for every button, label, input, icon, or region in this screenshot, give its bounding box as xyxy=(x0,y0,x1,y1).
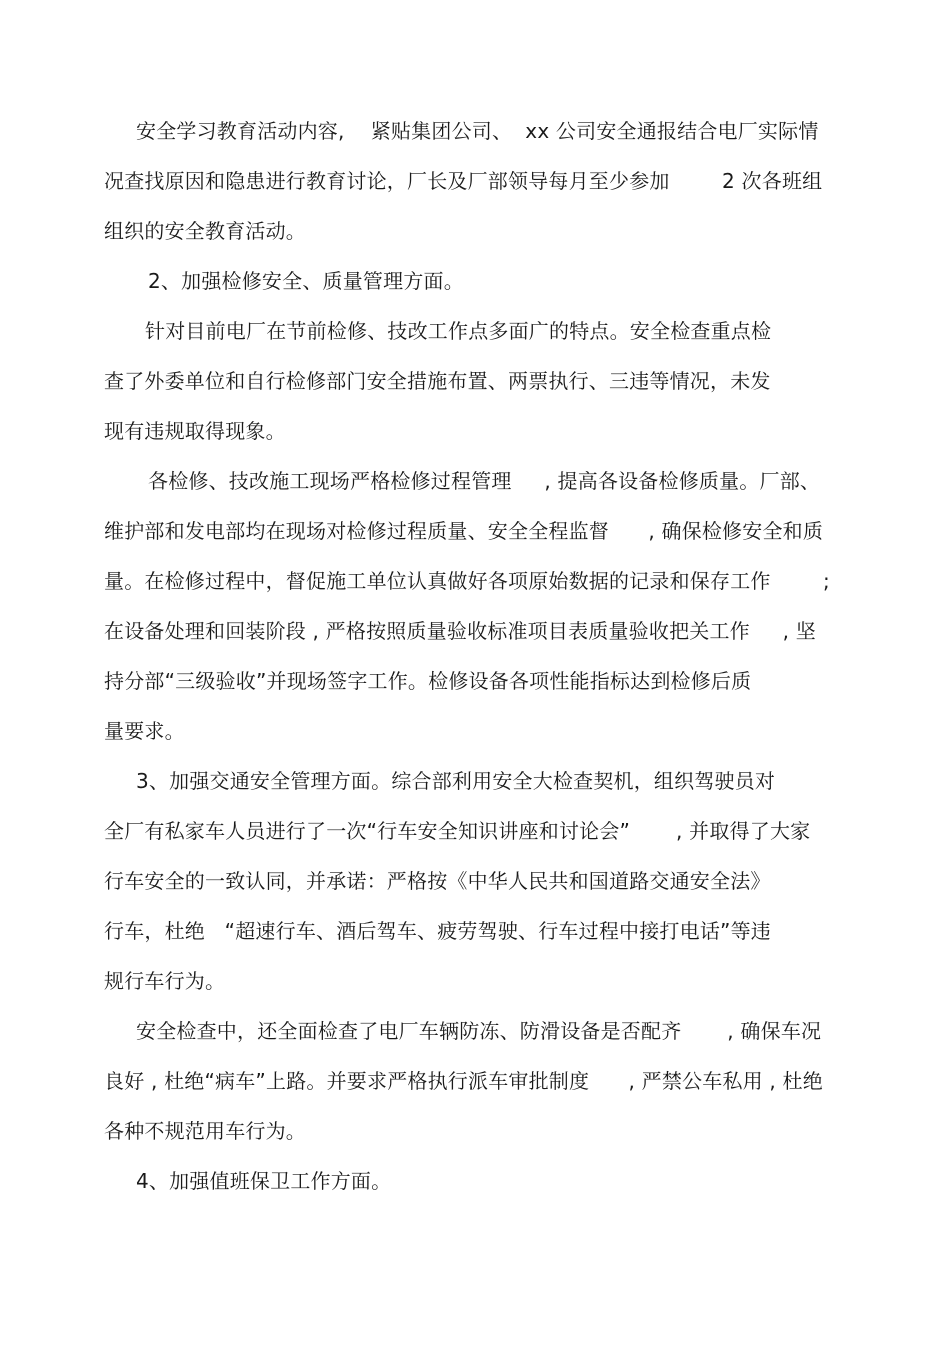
text-line: 在设备处理和回装阶段 , 严格按照质量验收标准项目表质量验收把关工作 , 坚 xyxy=(104,619,816,643)
text-line: 量要求。 xyxy=(104,719,185,743)
text-line: 各种不规范用车行为。 xyxy=(104,1119,306,1143)
text-line: 规行车行为。 xyxy=(104,969,226,993)
text-line: 行车安全的一致认同，并承诺：严格按《中华人民共和国道路交通安全法》 xyxy=(104,869,771,893)
section-heading: 4、加强值班保卫工作方面。 xyxy=(136,1169,392,1193)
text-line: 量。在检修过程中，督促施工单位认真做好各项原始数据的记录和保存工作 ; xyxy=(104,569,830,593)
text-line: 行车，杜绝 “超速行车、酒后驾车、疲劳驾驶、行车过程中接打电话”等违 xyxy=(104,919,771,943)
text-line: 安全学习教育活动内容, 紧贴集团公司、 xx 公司安全通报结合电厂实际情 xyxy=(136,119,819,143)
text-line: 全厂有私家车人员进行了一次“行车安全知识讲座和讨论会” , 并取得了大家 xyxy=(104,819,811,843)
text-line: 组织的安全教育活动。 xyxy=(104,219,306,243)
text-line: 各检修、技改施工现场严格检修过程管理 , 提高各设备检修质量。厂部、 xyxy=(148,469,821,493)
text-line: 安全检查中，还全面检查了电厂车辆防冻、防滑设备是否配齐 , 确保车况 xyxy=(136,1019,822,1043)
text-line: 良好 , 杜绝“病车”上路。并要求严格执行派车审批制度 , 严禁公车私用 , 杜绝 xyxy=(104,1069,823,1093)
text-line: 持分部“三级验收”并现场签字工作。检修设备各项性能指标达到检修后质 xyxy=(104,669,752,693)
text-line: 况查找原因和隐患进行教育讨论，厂长及厂部领导每月至少参加 2 次各班组 xyxy=(104,169,823,193)
text-line: 维护部和发电部均在现场对检修过程质量、安全全程监督 , 确保检修安全和质 xyxy=(104,519,824,543)
text-line: 查了外委单位和自行检修部门安全措施布置、两票执行、三违等情况，未发 xyxy=(104,369,771,393)
text-line: 针对目前电厂在节前检修、技改工作点多面广的特点。安全检查重点检 xyxy=(145,319,772,343)
section-heading: 3、加强交通安全管理方面。综合部利用安全大检查契机，组织驾驶员对 xyxy=(136,769,776,793)
section-heading: 2、加强检修安全、质量管理方面。 xyxy=(148,269,464,293)
text-line: 现有违规取得现象。 xyxy=(104,419,286,443)
